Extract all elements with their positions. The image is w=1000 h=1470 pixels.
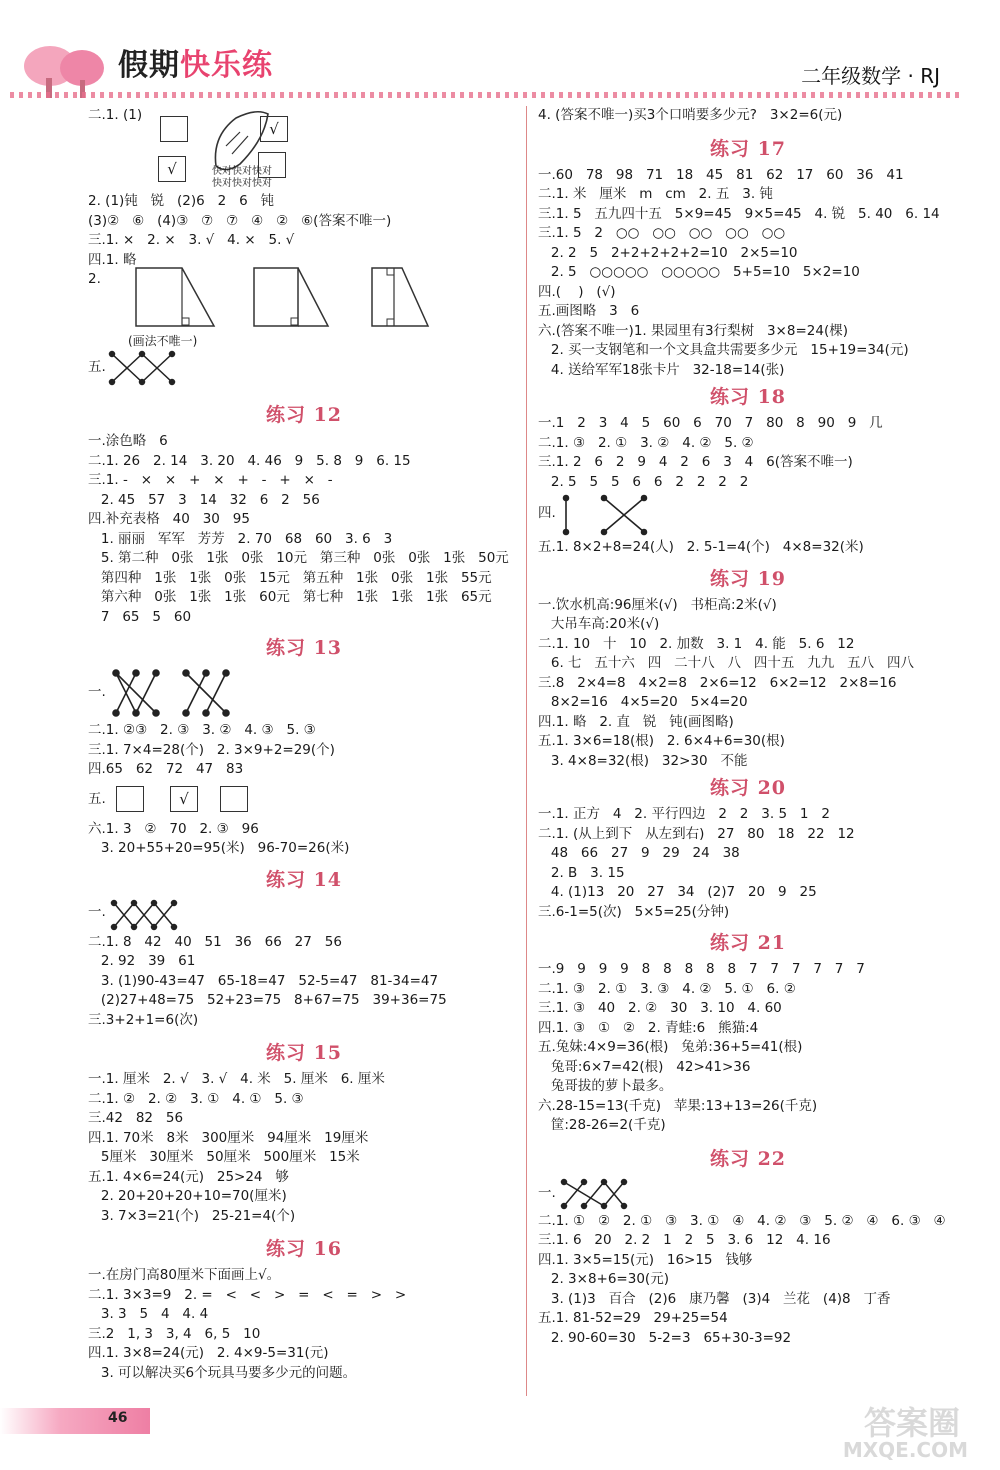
answer-line: 2. 2 5 2+2+2+2+2=10 2×5=10 xyxy=(538,244,798,261)
answer-line: 二.1. ③ 2. ① 3. ② 4. ② 5. ② xyxy=(538,434,754,451)
answer-line: 二.1. ① ② 2. ① ③ 3. ① ④ 4. ② ③ 5. ② ④ 6. ③ ④ xyxy=(538,1212,946,1229)
footer-band xyxy=(0,1408,150,1434)
section-title: 练习 21 xyxy=(709,932,787,954)
answer-line: 二.1. 8 42 40 51 36 66 27 56 xyxy=(88,933,342,950)
answer-line: 二.1. ②③ 2. ③ 3. ② 4. ③ 5. ③ xyxy=(88,722,316,738)
answer-line: 五.兔妹:4×9=36(根) 兔弟:36+5=41(根) xyxy=(538,1039,803,1055)
tree-logo-icon xyxy=(20,38,110,100)
carrot-text-line: 快对快对快对 xyxy=(212,166,272,177)
answer-line: 三.1. 5 五九四十五 5×9=45 9×5=45 4. 锐 5. 40 6. 14 xyxy=(538,205,940,222)
matching-lines-figure xyxy=(108,350,178,386)
answer-box xyxy=(116,786,144,812)
answer-line: 三.1. 2 6 2 9 4 2 6 3 4 6(答案不唯一) xyxy=(538,454,853,470)
carrot-text-line: 快对快对快对 xyxy=(212,178,272,189)
answer-line: 四.1. 略 xyxy=(88,251,137,268)
answer-line: 六.1. 3 ② 70 2. ③ 96 xyxy=(88,820,259,837)
answer-line: 四.1. 3×8=24(元) 2. 4×9-5=31(元) xyxy=(88,1345,329,1361)
answer-line: (3)② ⑥ (4)③ ⑦ ⑦ ④ ② ⑥(答案不唯一) xyxy=(88,212,392,229)
answer-line: 三.1. 6 20 2. 2 1 2 5 3. 6 12 4. 16 xyxy=(538,1232,831,1248)
answer-line: 五.1. 8×2+8=24(人) 2. 5-1=4(个) 4×8=32(米) xyxy=(538,539,864,555)
matching-lines-figure xyxy=(110,899,200,931)
answer-line: 一.1 2 3 4 5 60 6 70 7 80 8 90 9 几 xyxy=(538,415,883,431)
answer-line: 一.1. 正方 4 2. 平行四边 2 2 3. 5 1 2 xyxy=(538,806,830,822)
figure-row xyxy=(538,492,958,538)
answer-line: 3. 20+55+20=95(米) 96-70=26(米) xyxy=(88,840,350,856)
section-body xyxy=(538,805,958,922)
answer-line: 一.60 78 98 71 18 45 81 62 17 60 36 41 xyxy=(538,166,904,183)
answer-line: 第四种 1张 1张 0张 15元 第五种 1张 0张 1张 55元 xyxy=(88,569,492,586)
section-title: 练习 13 xyxy=(265,637,343,659)
answer-line: 五. xyxy=(88,359,106,375)
answer-line: 3. (1)90-43=47 65-18=47 52-5=47 81-34=47 xyxy=(88,972,439,989)
answer-label: 一. xyxy=(88,903,106,920)
section-body xyxy=(88,432,520,627)
answer-box-checked: √ xyxy=(158,156,186,182)
answer-line: 6. 七 五十六 四 二十八 八 四十五 九九 五八 四八 xyxy=(538,655,915,671)
section-title: 练习 16 xyxy=(265,1238,343,1260)
answer-line: 三.42 82 56 xyxy=(88,1110,184,1126)
answer-line: 2. 5 ○○○○○ ○○○○○ 5+5=10 5×2=10 xyxy=(538,264,860,280)
figure-row xyxy=(88,665,520,721)
logo-part-b: 快乐练 xyxy=(180,48,273,83)
answer-line: 2. 买一支钢笔和一个文具盒共需要多少元 15+19=34(元) xyxy=(538,342,909,358)
answer-label: 五. xyxy=(88,790,106,807)
logo-part-a: 假期 xyxy=(118,48,180,83)
answer-line: 2. 5 5 5 6 6 2 2 2 2 xyxy=(538,473,749,490)
answer-line: 三.3+2+1=6(次) xyxy=(88,1011,199,1028)
answer-line: 第六种 0张 1张 1张 60元 第七种 1张 1张 1张 65元 xyxy=(88,589,492,605)
answer-line: 3. 3 5 4 4. 4 xyxy=(88,1306,209,1322)
book-logo xyxy=(118,40,273,84)
answer-line: 三.1. × 2. × 3. √ 4. × 5. √ xyxy=(88,232,295,248)
column-divider xyxy=(526,106,527,1396)
answer-line: 大吊车高:20米(√) xyxy=(538,616,660,632)
section-body xyxy=(538,960,958,1136)
answer-line: 二.1. 26 2. 14 3. 20 4. 46 9 5. 8 9 6. 15 xyxy=(88,452,411,469)
answer-line: 4. (答案不唯一)买3个口哨要多少元? 3×2=6(元) xyxy=(538,107,843,123)
answer-line: 四.65 62 72 47 83 xyxy=(88,761,244,777)
answer-line: 四.补充表格 40 30 95 xyxy=(88,511,250,527)
left-top-block xyxy=(88,106,520,398)
answer-line: 二.1. 米 厘米 m cm 2. 五 3. 钝 xyxy=(538,186,773,202)
answer-line: 三.2 1, 3 3, 4 6, 5 10 xyxy=(88,1325,261,1342)
answer-line: 48 66 27 9 29 24 38 xyxy=(538,845,740,861)
answer-line: 3. (1)3 百合 (2)6 康乃馨 (3)4 兰花 (4)8 丁香 xyxy=(538,1290,891,1307)
answer-line: 三.1. 5 2 ○○ ○○ ○○ ○○ ○○ xyxy=(538,225,786,241)
answer-line: 四.1. ③ ① ② 2. 青蛙:6 熊猫:4 xyxy=(538,1019,759,1036)
answer-box xyxy=(220,786,248,812)
answer-line: 1. 丽丽 军军 芳芳 2. 70 68 60 3. 6 3 xyxy=(88,530,393,547)
page-header xyxy=(0,0,1000,100)
answer-label: 一. xyxy=(88,684,106,700)
answer-line: 5厘米 30厘米 50厘米 500厘米 15米 xyxy=(88,1149,360,1165)
answer-line: 二.1. ③ 2. ① 3. ③ 4. ② 5. ① 6. ② xyxy=(538,980,796,997)
section-title: 练习 18 xyxy=(709,386,787,408)
watermark-logo: 答案圈 xyxy=(863,1404,960,1442)
answer-line: 3. 7×3=21(个) 25-21=4(个) xyxy=(88,1207,296,1224)
section-body xyxy=(88,665,520,859)
answer-line: 三.8 2×4=8 4×2=8 2×6=12 6×2=12 2×8=16 xyxy=(538,674,897,691)
matching-lines-figure xyxy=(560,1178,650,1210)
grade-label: 二年级数学 · RJ xyxy=(801,64,940,88)
answer-line: 2. 3×8+6=30(元) xyxy=(538,1271,669,1287)
answer-line: 兔哥拔的萝卜最多。 xyxy=(538,1078,673,1094)
answer-line: 二.1. ② 2. ② 3. ① 4. ① 5. ③ xyxy=(88,1090,304,1107)
section-body xyxy=(88,1266,520,1383)
figure-row xyxy=(88,897,520,933)
section-body xyxy=(538,1176,958,1349)
section-title: 练习 14 xyxy=(265,868,343,891)
answer-line: 三.1. ③ 40 2. ② 30 3. 10 4. 60 xyxy=(538,1000,782,1016)
answer-label: 四. xyxy=(538,505,556,521)
answer-line: 一.1. 厘米 2. √ 3. √ 4. 米 5. 厘米 6. 厘米 xyxy=(88,1071,385,1087)
header-dashed-border xyxy=(10,92,960,98)
answer-box-checked: √ xyxy=(170,786,198,812)
answer-line: 5. 第二种 0张 1张 0张 10元 第三种 0张 0张 1张 50元 xyxy=(88,550,509,566)
answer-line: 筐:28-26=2(千克) xyxy=(538,1117,666,1133)
answer-line: 二.1. 3×3=9 2. = < < > = < = > > xyxy=(88,1286,407,1303)
section-body xyxy=(88,1070,520,1226)
matching-lines-figure xyxy=(110,667,250,719)
section-body xyxy=(538,166,958,381)
answer-line: 2. 90-60=30 5-2=3 65+30-3=92 xyxy=(538,1329,792,1346)
answer-line: 一.涂色略 6 xyxy=(88,433,168,449)
answer-line: 一.饮水机高:96厘米(√) 书柜高:2米(√) xyxy=(538,596,777,613)
answer-line: 7 65 5 60 xyxy=(88,608,192,625)
answer-line: 2. xyxy=(88,271,101,287)
answer-line: 8×2=16 4×5=20 5×4=20 xyxy=(538,694,748,710)
answer-line: 二.1. (从上到下 从左到右) 27 80 18 22 12 xyxy=(538,825,855,842)
answer-line: (2)27+48=75 52+23=75 8+67=75 39+36=75 xyxy=(88,992,447,1008)
carrot-stamp-text xyxy=(212,166,272,190)
section-title: 练习 20 xyxy=(709,777,787,799)
section-body xyxy=(538,596,958,772)
figure-note: (画法不唯一) xyxy=(128,334,198,348)
answer-line: 四.1. 3×5=15(元) 16>15 钱够 xyxy=(538,1251,753,1268)
answer-line: 4. 送给军军18张卡片 32-18=14(张) xyxy=(538,361,785,378)
answer-line: 三.1. 7×4=28(个) 2. 3×9+2=29(个) xyxy=(88,741,335,758)
answer-line: 2. 45 57 3 14 32 6 2 56 xyxy=(88,491,320,508)
answer-line: 三.6-1=5(次) 5×5=25(分钟) xyxy=(538,903,730,920)
answer-line: 3. 可以解决买6个玩具马要多少元的问题。 xyxy=(88,1364,357,1381)
answer-line: 四.1. 略 2. 直 锐 钝(画图略) xyxy=(538,713,734,730)
answer-line: 一.9 9 9 9 8 8 8 8 8 7 7 7 7 7 7 xyxy=(538,961,865,977)
section-body xyxy=(538,414,958,558)
answer-line: 2. 20+20+20+10=70(厘米) xyxy=(88,1188,287,1204)
answer-box-checked: √ xyxy=(260,116,288,142)
section-body xyxy=(88,897,520,1031)
section-title: 练习 15 xyxy=(265,1042,343,1064)
answer-line: 五.1. 81-52=29 29+25=54 xyxy=(538,1310,728,1326)
answer-line: 2. (1)钝 锐 (2)6 2 6 钝 xyxy=(88,193,275,209)
answer-line: 4. (1)13 20 27 34 (2)7 20 9 25 xyxy=(538,884,817,900)
figure-row xyxy=(538,1176,958,1212)
line-figures xyxy=(560,494,650,536)
answer-line: 四.( ) (√) xyxy=(538,283,616,300)
answer-line: 2. 92 39 61 xyxy=(88,953,196,969)
section-title: 练习 12 xyxy=(265,404,343,426)
answer-line: 三.1. - × × + × + - + × - xyxy=(88,472,333,488)
answer-label: 一. xyxy=(538,1184,556,1201)
answer-line: 五.画图略 3 6 xyxy=(538,303,640,319)
answer-line: 一.在房门高80厘米下面画上√。 xyxy=(88,1267,281,1283)
answer-line: 六.(答案不唯一)1. 果园里有3行梨树 3×8=24(棵) xyxy=(538,322,848,339)
answer-line: 兔哥:6×7=42(根) 42>41>36 xyxy=(538,1058,751,1075)
answer-line: 六.28-15=13(千克) 苹果:13+13=26(千克) xyxy=(538,1097,818,1114)
answer-line: 五.1. 4×6=24(元) 25>24 够 xyxy=(88,1168,289,1185)
section-title: 练习 17 xyxy=(709,137,787,160)
answer-line: 四.1. 70米 8米 300厘米 94厘米 19厘米 xyxy=(88,1129,369,1146)
left-column xyxy=(88,106,520,1383)
answer-line: 2. B 3. 15 xyxy=(538,864,625,881)
watermark-url: MXQE.COM xyxy=(842,1438,968,1462)
answer-line: 3. 4×8=32(根) 32>30 不能 xyxy=(538,752,748,769)
answer-line: 二.1. (1) xyxy=(88,107,143,123)
section-title: 练习 19 xyxy=(709,567,787,590)
answer-line: 二.1. 10 十 10 2. 加数 3. 1 4. 能 5. 6 12 xyxy=(538,635,855,652)
trapezoid-figures xyxy=(132,264,432,334)
right-column xyxy=(538,106,958,1348)
page-number: 46 xyxy=(108,1410,128,1426)
figure-row xyxy=(88,780,520,820)
answer-box xyxy=(160,116,188,142)
section-title: 练习 22 xyxy=(709,1147,787,1170)
answer-line: 五.1. 3×6=18(根) 2. 6×4+6=30(根) xyxy=(538,733,785,749)
